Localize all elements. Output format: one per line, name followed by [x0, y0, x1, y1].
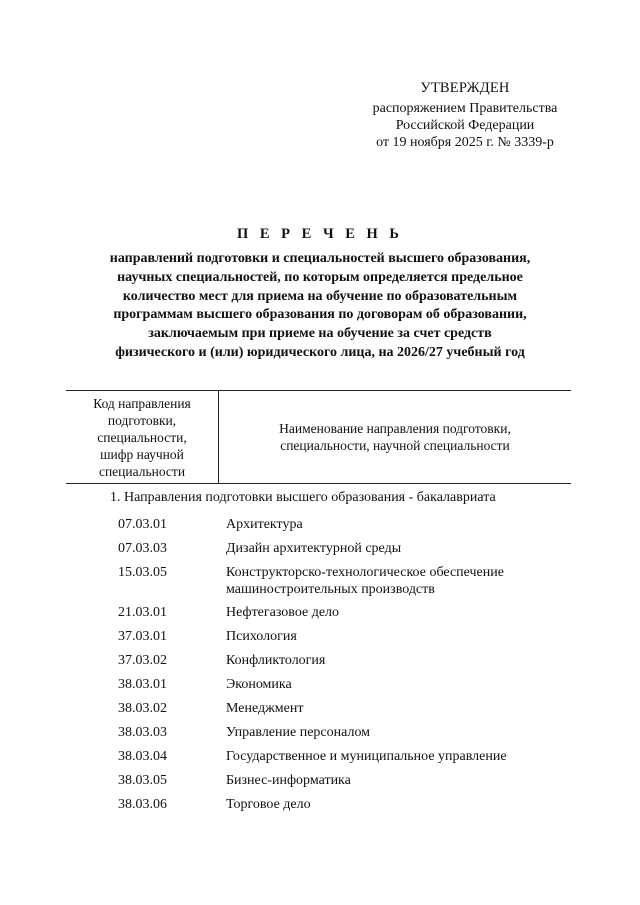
- table-header: [66, 390, 571, 484]
- program-code: 38.03.02: [118, 701, 167, 716]
- subtitle-line: заключаемым при приеме на обучение за счет средств: [148, 326, 492, 342]
- header-code-line: специальности,: [97, 430, 187, 445]
- subtitle-line: направлений подготовки и специальностей высшего образования,: [109, 251, 531, 266]
- program-name: Архитектура: [226, 517, 303, 532]
- program-name: Торговое дело: [226, 797, 311, 812]
- header-code-line: подготовки,: [107, 413, 177, 428]
- header-name-line: специальности, научной специальности: [280, 438, 510, 453]
- header-code-line: Код направления: [93, 396, 191, 411]
- header-code-line: специальности: [98, 464, 186, 479]
- program-name: Менеджмент: [226, 701, 304, 716]
- program-code: 37.03.02: [118, 653, 167, 668]
- subtitle-line: количество мест для приема на обучение по образовательным: [122, 288, 518, 304]
- program-code: 38.03.05: [118, 773, 167, 788]
- program-name: Конструкторско-технологическое обеспечение машиностроительных производств: [226, 565, 504, 597]
- approval-line-3: от 19 ноября 2025 г. № 3339-р: [376, 135, 554, 150]
- approval-line-2: Российской Федерации: [395, 118, 535, 133]
- program-name: Психология: [226, 629, 297, 644]
- header-code-line: шифр научной: [100, 447, 184, 462]
- document-title: П Е Р Е Ч Е Н Ь: [236, 226, 404, 242]
- program-code: 15.03.05: [118, 565, 167, 580]
- program-name: Государственное и муниципальное управление: [226, 749, 507, 764]
- program-name: Дизайн архитектурной среды: [226, 541, 402, 556]
- program-code: 38.03.03: [118, 725, 167, 740]
- program-code: 07.03.03: [118, 541, 167, 556]
- header-name-line: Наименование направления подготовки,: [279, 421, 511, 436]
- section-heading: 1. Направления подготовки высшего образования - бакалавриата: [110, 490, 496, 505]
- program-name: Бизнес-информатика: [226, 773, 351, 788]
- approval-title: УТВЕРЖДЕН: [420, 80, 510, 96]
- header-name-column: [219, 391, 571, 483]
- subtitle-line: программам высшего образования по договорам об образовании,: [113, 307, 527, 323]
- subtitle-line: научных специальностей, по которым определяется предельное: [117, 269, 523, 285]
- approval-line-1: распоряжением Правительства: [372, 101, 558, 116]
- document-subtitle: [70, 250, 570, 363]
- program-code: 37.03.01: [118, 629, 167, 644]
- header-code-column: [66, 391, 219, 483]
- program-name: Нефтегазовое дело: [226, 605, 340, 620]
- program-code: 07.03.01: [118, 517, 167, 532]
- program-name: Экономика: [226, 677, 292, 692]
- program-code: 38.03.04: [118, 749, 167, 764]
- program-code: 38.03.01: [118, 677, 167, 692]
- program-name: Конфликтология: [226, 653, 326, 668]
- program-code: 38.03.06: [118, 797, 167, 812]
- program-code: 21.03.01: [118, 605, 167, 620]
- approval-stamp: [340, 80, 590, 151]
- program-name: Управление персоналом: [226, 725, 371, 740]
- subtitle-line: физического и (или) юридического лица, на 2026/27 учебный год: [115, 344, 525, 360]
